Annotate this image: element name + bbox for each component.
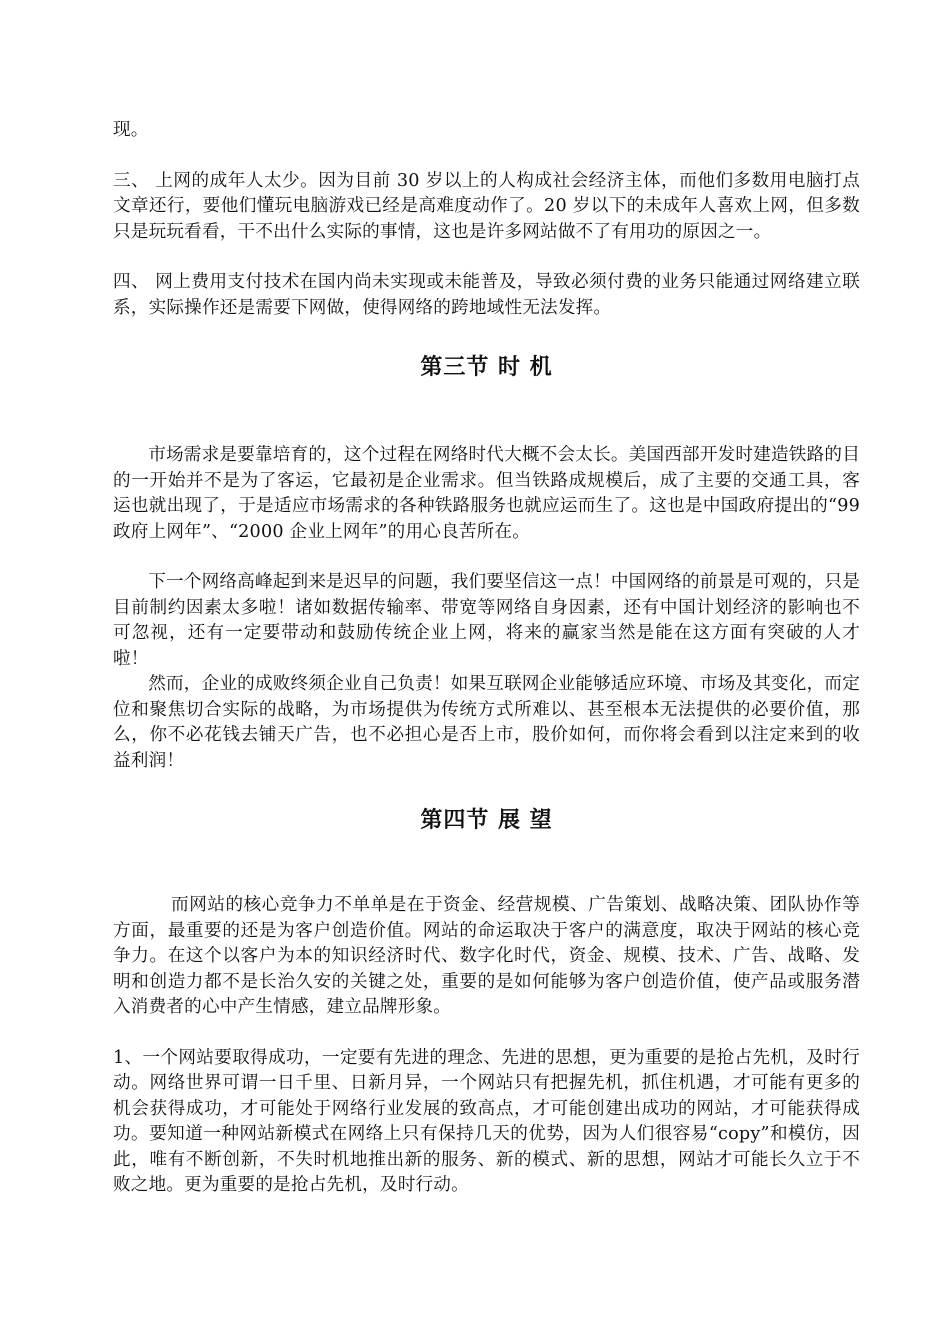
section3-paragraph-3: 然而，企业的成败终须企业自己负责！如果互联网企业能够适应环境、市场及其变化，而定位和聚焦切合实际的战略，为市场提供为传统方式所难以、甚至根本无法提供的必要价值，那么，你不必花钱去铺天广告，也不必担心是否上市，股价如何，而你将会看到以注定来到的收益利润！ <box>113 674 860 771</box>
paragraph-continuation: 现。 <box>113 120 149 140</box>
section3-paragraph-1: 市场需求是要靠培育的，这个过程在网络时代大概不会太长。美国西部开发时建造铁路的目的一开始并不是为了客运，它最初是企业需求。但当铁路成规模后，成了主要的交通工具，客运也就出现了，于是适应市场需求的各种铁路服务也就应运而生了。这也是中国政府提出的“99 政府上网年”、“2000 企业上网年”的用心良苦所在。 <box>113 445 860 542</box>
section4-paragraph-2: 1、一个网站要取得成功，一定要有先进的理念、先进的思想，更为重要的是抢占先机，及时行动。网络世界可谓一日千里、日新月异，一个网站只有把握先机，抓住机遇，才可能有更多的机会获得成功，才可能处于网络行业发展的致高点，才可能创建出成功的网站，才可能获得成功。要知道一种网站新模式在网络上只有保持几天的优势，因为人们很容易“copy”和模仿，因此，唯有不断创新，不失时机地推出新的服务、新的模式、新的思想，网站才可能长久立于不败之地。更为重要的是抢占先机，及时行动。 <box>113 1047 860 1195</box>
section4-paragraph-1: 而网站的核心竞争力不单单是在于资金、经营规模、广告策划、战略决策、团队协作等方面，最重要的还是为客户创造价值。网站的命运取决于客户的满意度，取决于网站的核心竞争力。在这个以客户为本的知识经济时代、数字化时代，资金、规模、技术、广告、战略、发明和创造力都不是长治久安的关键之处，重要的是如何能够为客户创造价值，使产品或服务潜入消费者的心中产生情感，建立品牌形象。 <box>113 895 860 1017</box>
section3-paragraph-2: 下一个网络高峰起到来是迟早的问题，我们要坚信这一点！中国网络的前景是可观的，只是目前制约因素太多啦！诸如数据传输率、带宽等网络自身因素，还有中国计划经济的影响也不可忽视，还有一定要带动和鼓励传统企业上网，将来的赢家当然是能在这方面有突破的人才啦！ <box>113 572 860 669</box>
document-page <box>113 118 860 1199</box>
section-heading-timing: 第三节 时 机 <box>420 355 553 380</box>
paragraph-item-four: 四、 网上费用支付技术在国内尚未实现或未能普及，导致必须付费的业务只能通过网络建立联系，实际操作还是需要下网做，使得网络的跨地域性无法发挥。 <box>113 272 860 318</box>
paragraph-item-three: 三、 上网的成年人太少。因为目前 30 岁以上的人构成社会经济主体，而他们多数用电脑打点文章还行，要他们懂玩电脑游戏已经是高难度动作了。20 岁以下的未成年人喜欢上网，但多数只是玩玩看看，干不出什么实际的事情，这也是许多网站做不了有用功的原因之一。 <box>113 170 860 242</box>
section-heading-outlook: 第四节 展 望 <box>420 808 553 833</box>
